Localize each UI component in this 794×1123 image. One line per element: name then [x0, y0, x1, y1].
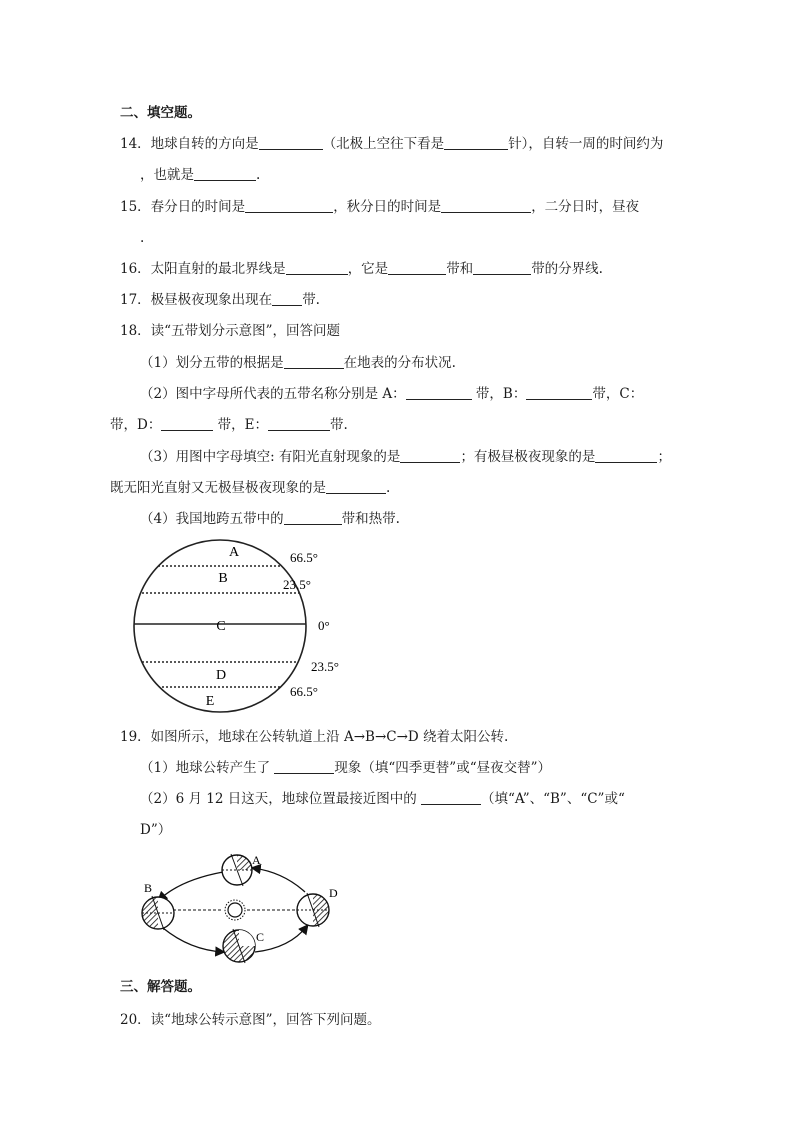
q14-text-b: （北极上空往下看是 — [322, 136, 445, 152]
answer-blank[interactable] — [272, 291, 302, 306]
answer-blank[interactable] — [595, 448, 657, 463]
q15-text-c: ，二分日时，昼夜 — [531, 199, 640, 215]
q18-p1-text-a: （1）划分五带的根据是 — [140, 355, 284, 371]
q18-p2-text-b: 带，B： — [471, 386, 527, 402]
zone-label-c: C — [216, 619, 226, 634]
orbit-label-b: B — [144, 881, 153, 895]
q18-p4-text-b: 带和热带. — [341, 511, 400, 527]
orbit-arrow-b-to-c — [163, 928, 223, 952]
orbit-label-d: D — [329, 886, 338, 900]
q14-text-d: ，也就是 — [140, 167, 194, 183]
answer-blank[interactable] — [286, 260, 348, 275]
q19-title: 19．如图所示，地球在公转轨道上沿 A→B→C→D 绕着太阳公转. — [120, 729, 509, 745]
latitude-label-23n: 23.5° — [283, 577, 311, 592]
q17-text-b: 带. — [302, 292, 320, 308]
answer-blank[interactable] — [268, 416, 330, 431]
q15-text-b: ，秋分日的时间是 — [333, 199, 442, 215]
q16-text-d: 带的分界线. — [531, 261, 603, 277]
zone-label-e: E — [205, 694, 215, 709]
q17-line — [120, 291, 320, 309]
answer-blank[interactable] — [526, 385, 592, 400]
answer-blank[interactable] — [161, 416, 213, 431]
orbit-label-a: A — [252, 853, 261, 867]
earth-position-a — [222, 854, 252, 886]
q19-p2-text-c: D”） — [140, 822, 172, 838]
q14-line2 — [140, 166, 260, 184]
zone-label-b: B — [218, 571, 228, 586]
answer-blank[interactable] — [326, 479, 386, 494]
q18-part3-line2 — [110, 479, 390, 497]
q15-text-a: 15．春分日的时间是 — [120, 199, 246, 215]
latitude-label-66n: 66.5° — [290, 550, 318, 565]
q18-p2-text-d: 带，D： — [110, 417, 162, 433]
q18-title: 18．读“五带划分示意图”，回答问题 — [120, 323, 340, 339]
q16-text-c: 带和 — [446, 261, 474, 277]
q18-p2-text-c: 带，C： — [592, 386, 644, 402]
orbit-arrow-a-to-b — [159, 872, 223, 900]
answer-blank[interactable] — [194, 166, 256, 181]
q19-p1-text-b: 现象（填“四季更替”或“昼夜交替”） — [334, 760, 551, 776]
q18-part4 — [140, 510, 400, 528]
answer-blank[interactable] — [259, 135, 323, 150]
zone-label-a: A — [228, 545, 240, 560]
q17-text-a: 17．极昼极夜现象出现在 — [120, 292, 273, 308]
q20-title: 20．读“地球公转示意图”，回答下列问题。 — [120, 1012, 381, 1028]
zone-label-d: D — [215, 668, 227, 683]
q15-line1 — [120, 198, 639, 216]
answer-blank[interactable] — [400, 448, 460, 463]
q18-p3-text-b: ；有极昼极夜现象的是 — [460, 449, 596, 465]
q18-p2-text-e: 带，E： — [213, 417, 268, 433]
answer-blank[interactable] — [473, 260, 531, 275]
latitude-label-equator: 0° — [318, 618, 330, 633]
q14-line1 — [120, 135, 663, 153]
q15-text-d: . — [140, 230, 145, 246]
q18-p3-text-c: ； — [657, 449, 671, 465]
sun-icon — [225, 900, 245, 920]
five-zones-diagram — [130, 536, 370, 718]
section3-title: 三、解答题。 — [120, 979, 201, 995]
earth-position-d — [297, 893, 329, 927]
q15-line2 — [140, 229, 144, 247]
q19-part1 — [140, 759, 551, 777]
q14-text-a: 14．地球自转的方向是 — [120, 136, 259, 152]
answer-blank[interactable] — [245, 198, 333, 213]
latitude-label-66s: 66.5° — [290, 684, 318, 699]
answer-blank[interactable] — [441, 198, 531, 213]
q18-p2-text-a: （2）图中字母所代表的五带名称分别是 A： — [140, 386, 406, 402]
q18-part3-line1 — [140, 448, 671, 466]
answer-blank[interactable] — [444, 135, 508, 150]
q14-text-c: 针），自转一周的时间约为 — [508, 136, 664, 152]
earth-position-b — [142, 896, 174, 930]
q18-p4-text-a: （4）我国地跨五带中的 — [140, 511, 284, 527]
q16-text-a: 16．太阳直射的最北界线是 — [120, 261, 286, 277]
answer-blank[interactable] — [274, 759, 334, 774]
q19-part2-line2 — [140, 821, 171, 839]
q18-part2-line1 — [140, 385, 643, 403]
q14-text-e: . — [256, 167, 261, 183]
q19-part2-line1 — [140, 790, 625, 808]
q18-p1-text-b: 在地表的分布状况. — [343, 355, 456, 371]
q16-line — [120, 260, 603, 278]
earth-position-c — [223, 929, 255, 963]
q18-part1 — [140, 354, 456, 372]
answer-blank[interactable] — [406, 385, 472, 400]
q19-p2-text-b: （填“A”、“B”、“C”或“ — [481, 791, 625, 807]
answer-blank[interactable] — [284, 510, 342, 525]
answer-blank[interactable] — [421, 790, 481, 805]
latitude-label-23s: 23.5° — [311, 659, 339, 674]
q18-p3-text-d: 既无阳光直射又无极昼极夜现象的是 — [110, 480, 326, 496]
answer-blank[interactable] — [388, 260, 446, 275]
section2-title: 二、填空题。 — [120, 105, 201, 121]
q16-text-b: ，它是 — [347, 261, 389, 277]
q18-p2-text-f: 带. — [329, 417, 348, 433]
orbit-arrow-d-to-a — [253, 868, 305, 892]
orbit-label-c: C — [256, 930, 265, 944]
earth-orbit-diagram — [135, 850, 350, 970]
q18-p3-text-e: . — [386, 480, 391, 496]
q18-p3-text-a: （3）用图中字母填空: 有阳光直射现象的是 — [140, 449, 401, 465]
answer-blank[interactable] — [284, 354, 344, 369]
q18-part2-line2 — [110, 416, 348, 434]
q19-p1-text-a: （1）地球公转产生了 — [140, 760, 275, 776]
q19-p2-text-a: （2）6 月 12 日这天，地球位置最接近图中的 — [140, 791, 422, 807]
